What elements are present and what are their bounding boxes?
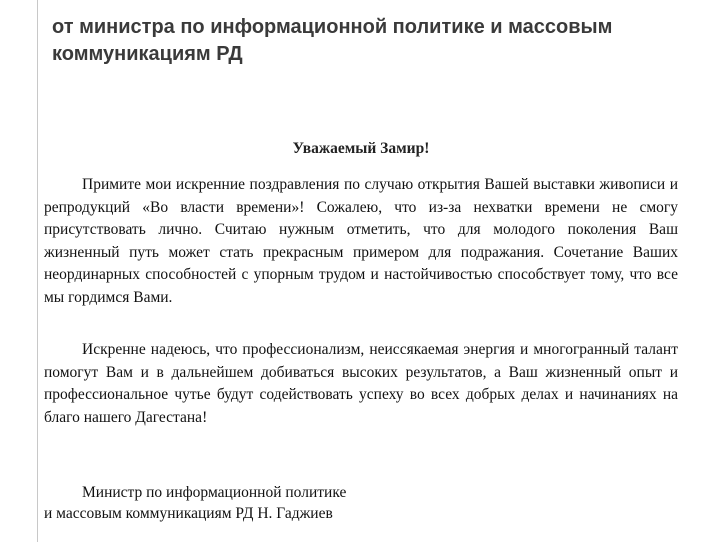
letter-paragraph-2: Искренне надеюсь, что профессионализм, неиссякаемая энергия и многогранный талант помогут Вам и в дальнейшем добиваться высоких результатов, а Ваш жизненный опыт и профессиональное чутье будут содействовать успеху во всех добрых делах и начинаниях на благо нашего Дагестана! [44,341,678,426]
letter-salutation: Уважаемый Замир! [292,140,430,157]
signature-name-line: и массовым коммуникациям РД Н. Гаджиев [44,505,333,522]
letter-signature [44,482,504,524]
document-heading: от министра по информационной политике и массовым коммуникациям РД [52,16,613,65]
letter-paragraph-1: Примите мои искренние поздравления по случаю открытия Вашей выставки живописи и репродукций «Во власти времени»! Сожалею, что из-за нехватки времени не смогу присутствовать лично. Считаю нужным отметить, что для молодого поколения Ваш жизненный путь может стать прекрасным примером для подражания. Сочетание Ваших неординарных способностей с упорным трудом и настойчивостью способствует тому, что все мы гордимся Вами. [44,176,678,306]
page-margin-line [37,0,38,542]
signature-title-line: Министр по информационной политике [82,484,347,501]
